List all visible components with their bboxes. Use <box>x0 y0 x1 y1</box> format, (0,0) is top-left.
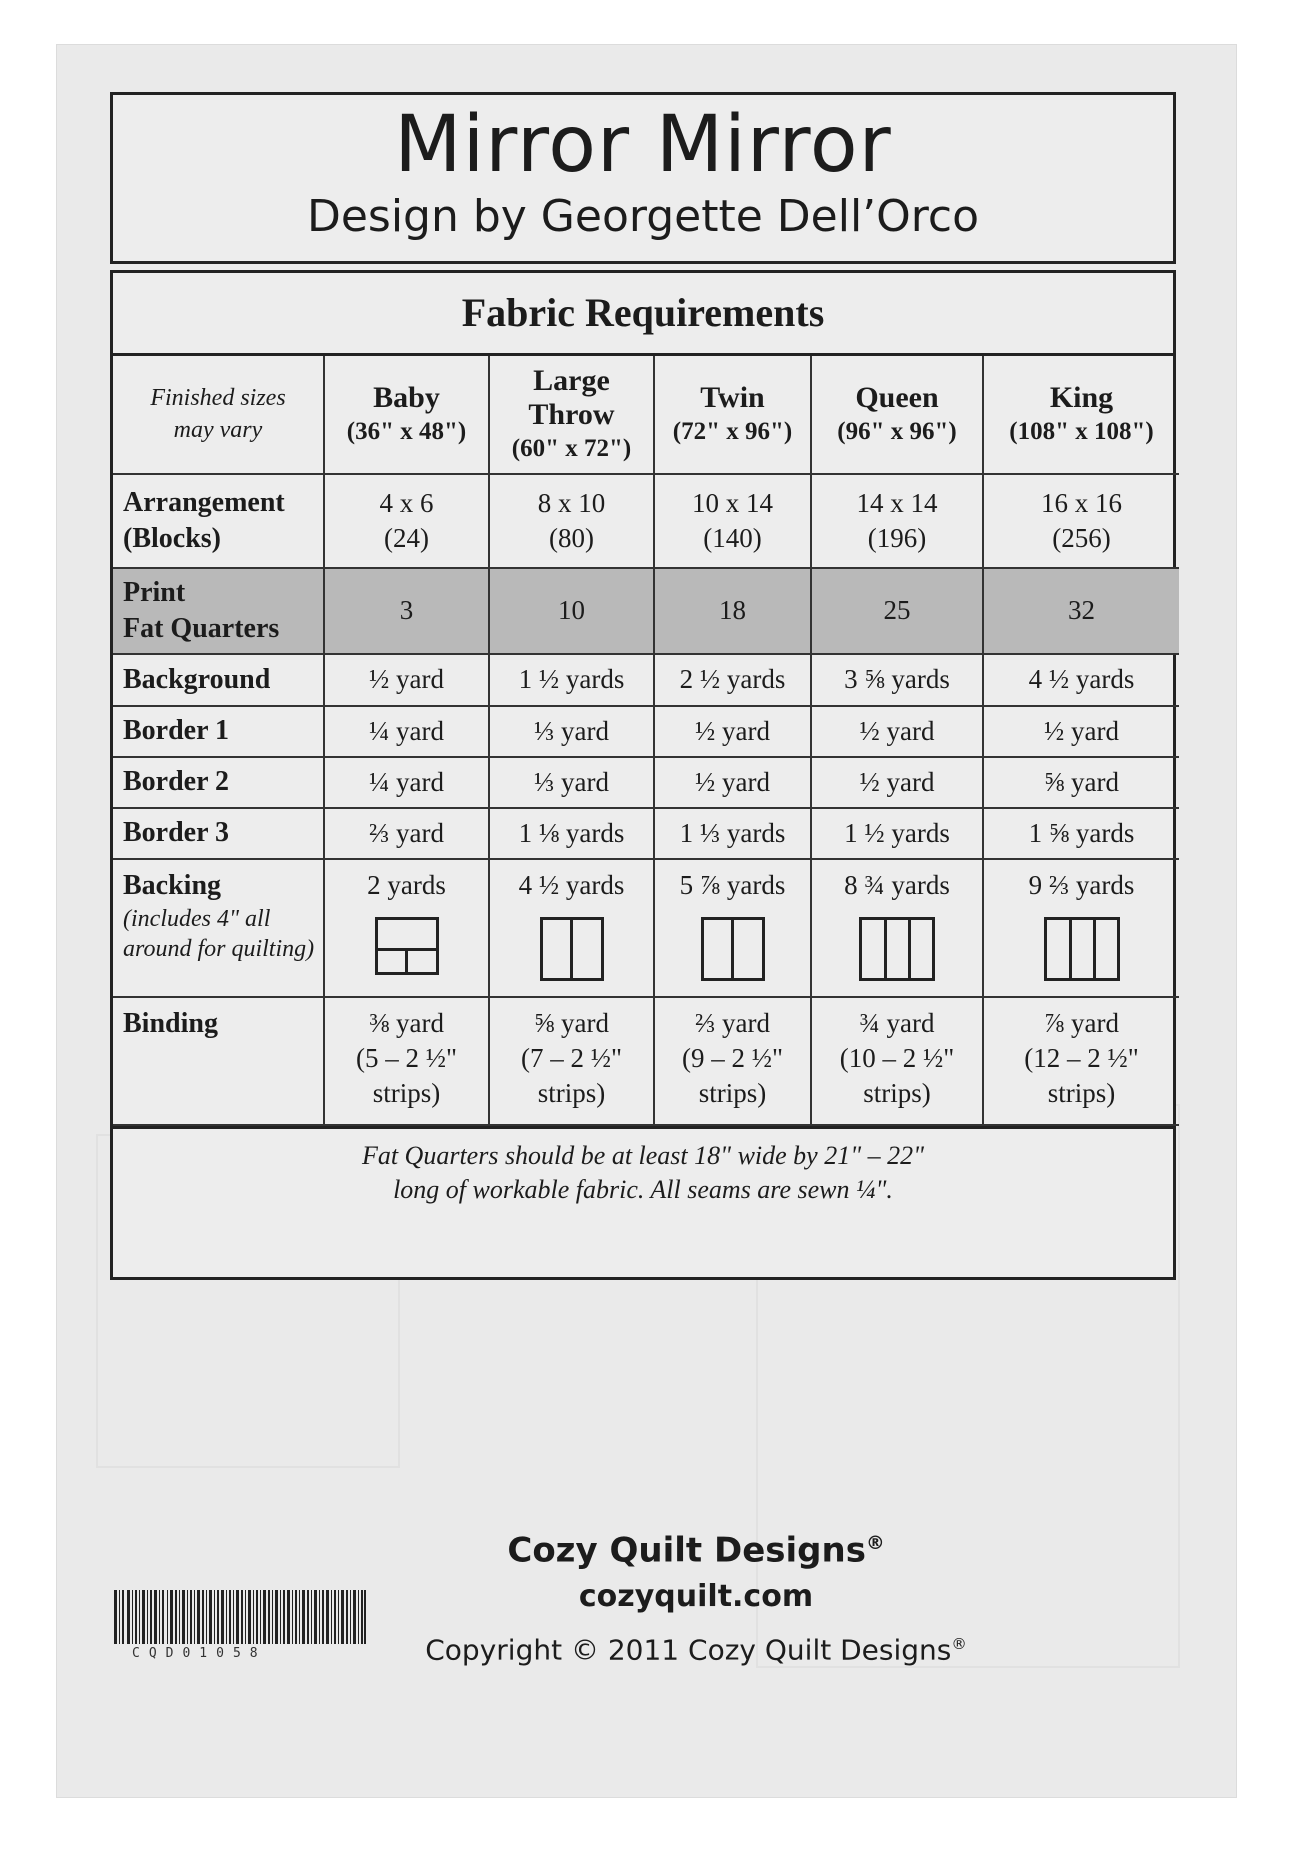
table-cell: 1 ⅝ yards <box>983 808 1179 859</box>
table-cell: ⅝ yard <box>983 757 1179 808</box>
fabric-requirements-table <box>110 270 1176 1280</box>
cell-line: 10 x 14 <box>692 487 773 518</box>
cell-line: ¾ yard <box>859 1008 935 1038</box>
size-dimensions: (72" x 96") <box>672 417 793 445</box>
table-cell: ½ yard <box>654 706 811 757</box>
cell-line: 14 x 14 <box>856 487 938 518</box>
row-label: Border 2 <box>113 757 324 808</box>
table-cell: ⅓ yard <box>489 757 654 808</box>
table-cell: ½ yard <box>654 757 811 808</box>
table-title: Fabric Requirements <box>113 273 1173 356</box>
cell-line: (140) <box>703 523 762 553</box>
size-header-king <box>983 356 1179 474</box>
cell-line: (10 – 2 ½" <box>839 1043 955 1074</box>
footnote-line: Fat Quarters should be at least 18" wide by 21" – 22" <box>361 1141 925 1170</box>
requirements-grid <box>113 356 1179 1126</box>
table-row <box>113 356 1179 474</box>
table-row-arrangement <box>113 474 1179 568</box>
table-cell: ⅓ yard <box>489 706 654 757</box>
table-cell <box>324 859 489 997</box>
cell-line: ⅞ yard <box>1044 1008 1119 1038</box>
table-cell: 1 ½ yards <box>811 808 983 859</box>
table-cell: ¼ yard <box>324 757 489 808</box>
cell-line: 8 x 10 <box>537 487 606 518</box>
publisher-block <box>416 1522 976 1671</box>
cell-line: (256) <box>1052 523 1111 553</box>
table-cell <box>983 859 1179 997</box>
designer-credit: Design by Georgette Dell’Orco <box>306 191 980 242</box>
fat-quarter-footnote <box>113 1126 1173 1207</box>
table-cell: 10 <box>489 568 654 654</box>
table-row-border-3 <box>113 808 1179 859</box>
table-cell: 18 <box>654 568 811 654</box>
row-label: Border 3 <box>113 808 324 859</box>
barcode-number: CQD01058 <box>132 1646 267 1661</box>
row-label <box>113 859 324 997</box>
table-row-binding <box>113 997 1179 1125</box>
table-cell <box>489 474 654 568</box>
size-name: King <box>1049 381 1114 414</box>
table-cell: ½ yard <box>983 706 1179 757</box>
cell-line: 2 yards <box>367 870 446 900</box>
corner-note <box>113 356 324 474</box>
row-label-line: Backing <box>123 870 222 901</box>
cell-line: strips) <box>537 1078 606 1109</box>
row-label-line: Fat Quarters <box>123 613 280 644</box>
cell-line: (12 – 2 ½" <box>1024 1043 1139 1074</box>
table-row-fat-quarters <box>113 568 1179 654</box>
row-label-line: Print <box>123 576 186 608</box>
size-header-large-throw <box>489 356 654 474</box>
cell-line: (5 – 2 ½" <box>355 1043 457 1074</box>
cell-line: (24) <box>384 523 429 553</box>
cell-line: 4 x 6 <box>379 487 434 518</box>
copyright-notice <box>416 1624 976 1670</box>
backing-layout-icon <box>375 917 439 975</box>
table-cell: 3 <box>324 568 489 654</box>
table-cell <box>489 859 654 997</box>
backing-note: (includes 4" all around for quilting) <box>123 906 315 963</box>
table-cell <box>654 859 811 997</box>
row-label: Background <box>113 654 324 706</box>
cell-line: (196) <box>867 523 927 553</box>
table-cell: ⅔ yard <box>324 808 489 859</box>
size-header-queen <box>811 356 983 474</box>
table-cell <box>324 474 489 568</box>
backing-layout-icon <box>859 917 935 981</box>
size-dimensions: (36" x 48") <box>346 417 467 445</box>
pattern-title: Mirror Mirror <box>394 100 892 190</box>
table-cell: 4 ½ yards <box>983 654 1179 706</box>
table-cell: 32 <box>983 568 1179 654</box>
table-cell <box>811 859 983 997</box>
title-box <box>110 92 1176 264</box>
table-cell <box>983 474 1179 568</box>
table-cell <box>811 474 983 568</box>
footnote-line: long of workable fabric. All seams are sewn ¼". <box>393 1175 893 1204</box>
copyright-text: Copyright © 2011 Cozy Quilt Designs <box>425 1633 952 1667</box>
row-label: Binding <box>113 997 324 1125</box>
cell-line: ⅜ yard <box>369 1008 444 1038</box>
cell-line: 5 ⅞ yards <box>679 870 786 900</box>
table-cell: 1 ½ yards <box>489 654 654 706</box>
publisher-website: cozyquilt.com <box>578 1579 814 1615</box>
registered-mark-icon: ® <box>865 1533 885 1554</box>
table-cell: ½ yard <box>811 757 983 808</box>
corner-note-line: may vary <box>173 416 263 443</box>
corner-note-line: Finished sizes <box>150 385 286 412</box>
table-cell: ½ yard <box>324 654 489 706</box>
cell-line: 4 ½ yards <box>518 870 625 900</box>
pattern-back-cover <box>56 44 1237 1798</box>
row-label <box>113 568 324 654</box>
cell-line: 9 ⅔ yards <box>1028 870 1135 900</box>
size-name: Queen <box>855 381 939 414</box>
cell-line: (7 – 2 ½" <box>520 1043 622 1074</box>
table-cell <box>811 997 983 1125</box>
cell-line: strips) <box>698 1078 767 1109</box>
publisher-name <box>416 1522 976 1572</box>
table-cell: 1 ⅓ yards <box>654 808 811 859</box>
backing-layout-icon <box>1044 917 1120 981</box>
table-cell: ½ yard <box>811 706 983 757</box>
cell-line: ⅔ yard <box>695 1008 770 1038</box>
cell-line: 16 x 16 <box>1041 487 1122 518</box>
size-name: Twin <box>700 381 765 414</box>
table-cell: 1 ⅛ yards <box>489 808 654 859</box>
row-label: Border 1 <box>113 706 324 757</box>
cell-line: (80) <box>549 523 594 553</box>
table-row-border-2 <box>113 757 1179 808</box>
table-cell <box>654 474 811 568</box>
table-cell <box>983 997 1179 1125</box>
table-row-backing <box>113 859 1179 997</box>
table-cell: 2 ½ yards <box>654 654 811 706</box>
cell-line: (9 – 2 ½" <box>681 1043 783 1074</box>
table-cell <box>489 997 654 1125</box>
registered-mark-icon: ® <box>951 1635 967 1654</box>
cell-line: strips) <box>863 1078 931 1109</box>
table-cell: 25 <box>811 568 983 654</box>
size-dimensions: (96" x 96") <box>837 417 957 445</box>
size-header-baby <box>324 356 489 474</box>
table-cell: 3 ⅝ yards <box>811 654 983 706</box>
table-cell: ¼ yard <box>324 706 489 757</box>
row-label-line: Arrangement <box>123 486 285 518</box>
cell-line: strips) <box>372 1078 441 1109</box>
cell-line: 8 ¾ yards <box>844 870 950 900</box>
cell-line: strips) <box>1047 1078 1116 1109</box>
table-row-background <box>113 654 1179 706</box>
size-header-twin <box>654 356 811 474</box>
table-row-border-1 <box>113 706 1179 757</box>
row-label <box>113 474 324 568</box>
size-name: Baby <box>373 381 440 414</box>
size-dimensions: (60" x 72") <box>511 434 632 462</box>
backing-layout-icon <box>701 917 765 981</box>
size-dimensions: (108" x 108") <box>1009 417 1154 445</box>
cell-line: ⅝ yard <box>534 1008 609 1038</box>
row-label-line: (Blocks) <box>123 523 221 554</box>
publisher-name-text: Cozy Quilt Designs <box>507 1530 866 1571</box>
table-cell <box>654 997 811 1125</box>
barcode-icon <box>114 1590 366 1644</box>
size-name: Large Throw <box>528 363 615 432</box>
table-cell <box>324 997 489 1125</box>
backing-layout-icon <box>540 917 604 981</box>
